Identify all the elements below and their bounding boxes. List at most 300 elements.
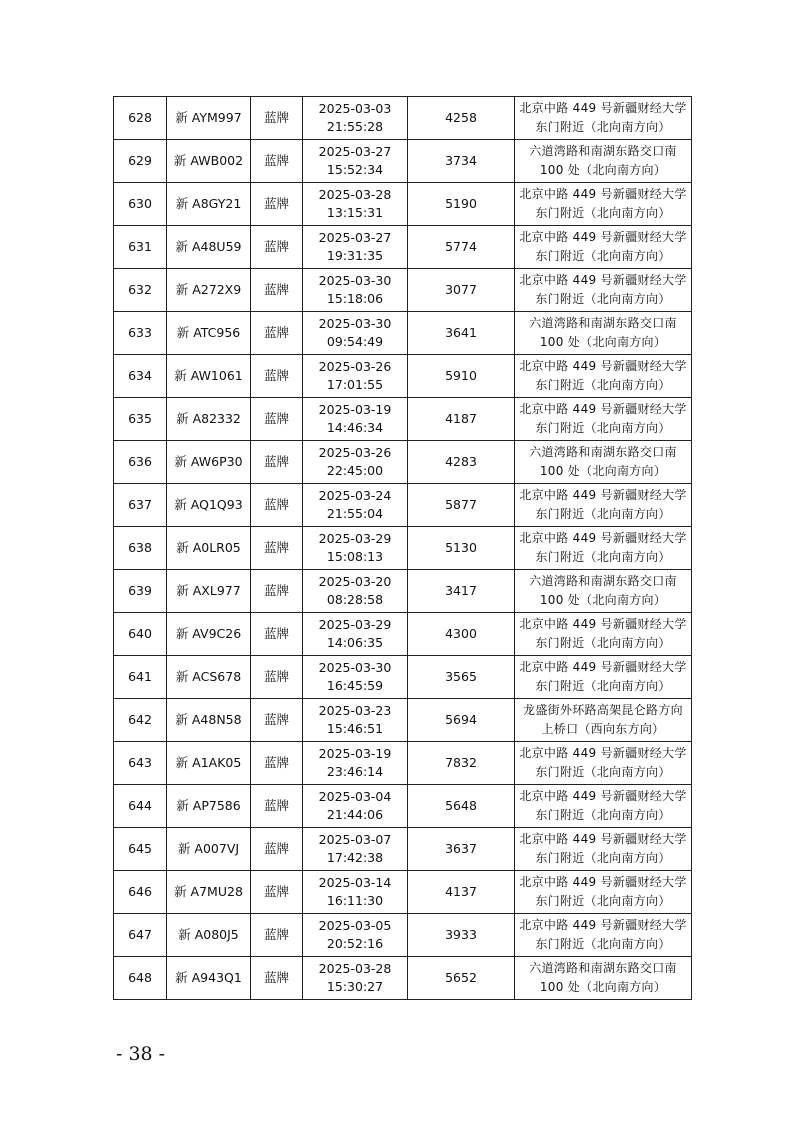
value-cell [408,828,515,871]
records-table [113,96,692,1000]
location-cell [515,742,692,785]
location-line-1: 北京中路 449 号新疆财经大学 [519,230,687,244]
location-line-1: 龙盛街外环路高架昆仑路方向 [523,703,683,717]
plate-color-cell [251,312,303,355]
plate-number: 新 AP7586 [176,798,241,813]
plate-color: 蓝牌 [263,454,289,469]
row-number-cell [114,441,167,484]
record-time: 15:08:13 [326,549,384,564]
record-date: 2025-03-26 [318,445,392,460]
plate-number: 新 AV9C26 [175,626,242,641]
row-number-cell [114,785,167,828]
record-date: 2025-03-23 [318,703,392,718]
row-number-cell [114,828,167,871]
table-row [114,355,692,398]
plate-cell [167,183,251,226]
location-cell [515,785,692,828]
record-time: 15:18:06 [326,291,384,306]
plate-color-cell [251,656,303,699]
record-time: 13:15:31 [326,205,384,220]
plate-color: 蓝牌 [263,626,289,641]
plate-cell [167,742,251,785]
record-date: 2025-03-07 [318,832,392,847]
record-time: 14:46:34 [326,420,384,435]
record-value: 3641 [445,325,477,340]
value-cell [408,871,515,914]
record-value: 5190 [445,196,477,211]
location-cell [515,140,692,183]
plate-color: 蓝牌 [263,970,289,985]
record-value: 3077 [445,282,477,297]
row-number: 638 [128,540,152,555]
plate-number: 新 ATC956 [176,325,241,340]
plate-number: 新 AWB002 [173,153,244,168]
plate-color-cell [251,269,303,312]
plate-cell [167,312,251,355]
datetime-cell [303,914,408,957]
location-line-2: 东门附近（北向南方向） [535,550,671,564]
location-cell [515,484,692,527]
plate-color: 蓝牌 [263,153,289,168]
row-number-cell [114,699,167,742]
location-line-1: 北京中路 449 号新疆财经大学 [519,273,687,287]
record-date: 2025-03-24 [318,488,392,503]
row-number: 647 [128,927,152,942]
table-row [114,226,692,269]
datetime-cell [303,871,408,914]
record-value: 3734 [445,153,477,168]
record-time: 15:46:51 [326,721,384,736]
table-row [114,97,692,140]
location-cell [515,269,692,312]
plate-color-cell [251,140,303,183]
location-cell [515,699,692,742]
location-line-2: 100 处（北向南方向） [539,163,667,177]
plate-number: 新 ACS678 [175,669,242,684]
plate-color-cell [251,355,303,398]
plate-color: 蓝牌 [263,325,289,340]
record-time: 09:54:49 [326,334,384,349]
value-cell [408,312,515,355]
location-line-1: 北京中路 449 号新疆财经大学 [519,746,687,760]
table-row [114,312,692,355]
plate-color-cell [251,484,303,527]
record-value: 4137 [445,884,477,899]
plate-number: 新 AQ1Q93 [174,497,243,512]
plate-color: 蓝牌 [263,755,289,770]
record-time: 21:55:28 [326,119,384,134]
plate-number: 新 A080J5 [178,927,239,942]
records-table-body [114,97,692,1000]
value-cell [408,398,515,441]
value-cell [408,785,515,828]
record-value: 3565 [445,669,477,684]
datetime-cell [303,312,408,355]
location-line-2: 东门附近（北向南方向） [535,249,671,263]
page-number: - 38 - [116,1043,166,1065]
record-date: 2025-03-27 [318,230,392,245]
value-cell [408,613,515,656]
plate-color: 蓝牌 [263,884,289,899]
row-number-cell [114,484,167,527]
plate-color: 蓝牌 [263,841,289,856]
plate-color-cell [251,97,303,140]
location-line-2: 100 处（北向南方向） [539,464,667,478]
location-line-1: 六道湾路和南湖东路交口南 [529,316,677,330]
plate-number: 新 A1AK05 [175,755,242,770]
record-value: 4283 [445,454,477,469]
plate-number: 新 AXL977 [176,583,241,598]
table-row [114,742,692,785]
plate-number: 新 A48U59 [175,239,242,254]
plate-number: 新 A82332 [176,411,241,426]
record-time: 17:42:38 [326,850,384,865]
table-row [114,656,692,699]
row-number-cell [114,398,167,441]
plate-color: 蓝牌 [263,798,289,813]
plate-color: 蓝牌 [263,110,289,125]
plate-color: 蓝牌 [263,712,289,727]
plate-number: 新 A943Q1 [175,970,242,985]
plate-color-cell [251,183,303,226]
plate-cell [167,527,251,570]
location-line-1: 北京中路 449 号新疆财经大学 [519,187,687,201]
location-line-1: 北京中路 449 号新疆财经大学 [519,832,687,846]
record-date: 2025-03-19 [318,402,392,417]
plate-number: 新 A0LR05 [176,540,241,555]
plate-color: 蓝牌 [263,669,289,684]
record-value: 5877 [445,497,477,512]
datetime-cell [303,398,408,441]
record-date: 2025-03-05 [318,918,392,933]
location-cell [515,398,692,441]
plate-color: 蓝牌 [263,239,289,254]
datetime-cell [303,699,408,742]
plate-color: 蓝牌 [263,196,289,211]
plate-color-cell [251,742,303,785]
location-line-1: 北京中路 449 号新疆财经大学 [519,789,687,803]
location-cell [515,183,692,226]
plate-cell [167,355,251,398]
record-date: 2025-03-04 [318,789,392,804]
row-number: 634 [128,368,152,383]
plate-cell [167,226,251,269]
row-number: 630 [128,196,152,211]
plate-color: 蓝牌 [263,411,289,426]
plate-color: 蓝牌 [263,927,289,942]
record-time: 21:44:06 [326,807,384,822]
record-time: 22:45:00 [326,463,384,478]
location-line-2: 东门附近（北向南方向） [535,421,671,435]
location-line-2: 东门附近（北向南方向） [535,679,671,693]
row-number: 648 [128,970,152,985]
table-row [114,183,692,226]
record-date: 2025-03-28 [318,961,392,976]
plate-color-cell [251,226,303,269]
datetime-cell [303,656,408,699]
value-cell [408,484,515,527]
location-line-2: 东门附近（北向南方向） [535,851,671,865]
value-cell [408,699,515,742]
location-line-2: 东门附近（北向南方向） [535,636,671,650]
location-cell [515,441,692,484]
plate-color: 蓝牌 [263,583,289,598]
location-cell [515,97,692,140]
table-row [114,527,692,570]
table-row [114,398,692,441]
row-number: 633 [128,325,152,340]
location-line-1: 北京中路 449 号新疆财经大学 [519,488,687,502]
record-value: 5774 [445,239,477,254]
row-number: 632 [128,282,152,297]
row-number: 644 [128,798,152,813]
row-number: 631 [128,239,152,254]
record-date: 2025-03-27 [318,144,392,159]
plate-cell [167,398,251,441]
record-date: 2025-03-29 [318,531,392,546]
plate-number: 新 A8GY21 [175,196,242,211]
plate-color: 蓝牌 [263,282,289,297]
record-value: 4258 [445,110,477,125]
location-line-2: 100 处（北向南方向） [539,593,667,607]
datetime-cell [303,828,408,871]
record-value: 5910 [445,368,477,383]
record-time: 14:06:35 [326,635,384,650]
datetime-cell [303,527,408,570]
row-number-cell [114,613,167,656]
table-row [114,570,692,613]
location-line-1: 北京中路 449 号新疆财经大学 [519,660,687,674]
row-number: 642 [128,712,152,727]
location-line-1: 北京中路 449 号新疆财经大学 [519,359,687,373]
value-cell [408,957,515,1000]
row-number-cell [114,355,167,398]
plate-color-cell [251,699,303,742]
datetime-cell [303,355,408,398]
plate-color: 蓝牌 [263,497,289,512]
datetime-cell [303,97,408,140]
row-number-cell [114,527,167,570]
plate-number: 新 A48N58 [175,712,242,727]
record-date: 2025-03-20 [318,574,392,589]
location-line-1: 六道湾路和南湖东路交口南 [529,144,677,158]
datetime-cell [303,226,408,269]
location-cell [515,914,692,957]
location-line-1: 北京中路 449 号新疆财经大学 [519,101,687,115]
value-cell [408,226,515,269]
row-number-cell [114,226,167,269]
row-number: 636 [128,454,152,469]
row-number-cell [114,742,167,785]
location-line-2: 东门附近（北向南方向） [535,894,671,908]
plate-color-cell [251,828,303,871]
record-date: 2025-03-14 [318,875,392,890]
plate-cell [167,484,251,527]
record-date: 2025-03-30 [318,660,392,675]
row-number: 641 [128,669,152,684]
location-cell [515,656,692,699]
table-row [114,957,692,1000]
record-time: 19:31:35 [326,248,384,263]
value-cell [408,269,515,312]
value-cell [408,742,515,785]
location-line-1: 六道湾路和南湖东路交口南 [529,574,677,588]
plate-cell [167,613,251,656]
record-time: 15:52:34 [326,162,384,177]
record-value: 3933 [445,927,477,942]
record-value: 3637 [445,841,477,856]
plate-number: 新 A272X9 [175,282,242,297]
plate-color-cell [251,527,303,570]
plate-color: 蓝牌 [263,540,289,555]
location-line-2: 东门附近（北向南方向） [535,937,671,951]
location-line-1: 六道湾路和南湖东路交口南 [529,961,677,975]
plate-cell [167,785,251,828]
record-time: 20:52:16 [326,936,384,951]
location-cell [515,957,692,1000]
plate-color-cell [251,785,303,828]
location-line-1: 北京中路 449 号新疆财经大学 [519,531,687,545]
datetime-cell [303,570,408,613]
plate-number: 新 AW6P30 [174,454,243,469]
location-line-2: 100 处（北向南方向） [539,335,667,349]
row-number-cell [114,97,167,140]
location-line-1: 北京中路 449 号新疆财经大学 [519,918,687,932]
datetime-cell [303,613,408,656]
plate-cell [167,441,251,484]
record-value: 5648 [445,798,477,813]
datetime-cell [303,183,408,226]
record-time: 16:11:30 [326,893,384,908]
location-line-2: 东门附近（北向南方向） [535,808,671,822]
record-date: 2025-03-19 [318,746,392,761]
row-number-cell [114,312,167,355]
location-cell [515,613,692,656]
record-date: 2025-03-28 [318,187,392,202]
location-line-2: 东门附近（北向南方向） [535,206,671,220]
row-number-cell [114,570,167,613]
table-row [114,828,692,871]
row-number: 645 [128,841,152,856]
row-number-cell [114,269,167,312]
plate-color-cell [251,914,303,957]
table-row [114,914,692,957]
table-row [114,871,692,914]
record-value: 5694 [445,712,477,727]
record-date: 2025-03-30 [318,316,392,331]
plate-number: 新 A007VJ [177,841,240,856]
plate-cell [167,269,251,312]
datetime-cell [303,269,408,312]
row-number: 646 [128,884,152,899]
record-time: 08:28:58 [326,592,384,607]
value-cell [408,914,515,957]
row-number-cell [114,656,167,699]
plate-color: 蓝牌 [263,368,289,383]
location-line-1: 六道湾路和南湖东路交口南 [529,445,677,459]
datetime-cell [303,484,408,527]
row-number-cell [114,957,167,1000]
plate-cell [167,699,251,742]
record-date: 2025-03-30 [318,273,392,288]
plate-cell [167,97,251,140]
location-line-2: 东门附近（北向南方向） [535,120,671,134]
record-value: 7832 [445,755,477,770]
location-cell [515,527,692,570]
plate-color-cell [251,441,303,484]
location-cell [515,570,692,613]
record-value: 4300 [445,626,477,641]
plate-color-cell [251,398,303,441]
location-cell [515,355,692,398]
location-cell [515,226,692,269]
value-cell [408,570,515,613]
value-cell [408,97,515,140]
plate-color-cell [251,957,303,1000]
row-number-cell [114,871,167,914]
row-number: 639 [128,583,152,598]
location-line-1: 北京中路 449 号新疆财经大学 [519,875,687,889]
row-number: 643 [128,755,152,770]
plate-cell [167,914,251,957]
row-number-cell [114,140,167,183]
value-cell [408,183,515,226]
record-date: 2025-03-29 [318,617,392,632]
datetime-cell [303,785,408,828]
value-cell [408,527,515,570]
record-time: 23:46:14 [326,764,384,779]
location-cell [515,828,692,871]
plate-number: 新 AW1061 [174,368,243,383]
record-value: 5652 [445,970,477,985]
value-cell [408,140,515,183]
record-value: 3417 [445,583,477,598]
plate-cell [167,570,251,613]
table-row [114,484,692,527]
plate-number: 新 A7MU28 [174,884,243,899]
location-line-1: 北京中路 449 号新疆财经大学 [519,402,687,416]
record-time: 17:01:55 [326,377,384,392]
plate-color-cell [251,570,303,613]
record-time: 15:30:27 [326,979,384,994]
datetime-cell [303,742,408,785]
table-row [114,140,692,183]
plate-cell [167,871,251,914]
datetime-cell [303,441,408,484]
row-number: 637 [128,497,152,512]
table-row [114,785,692,828]
plate-cell [167,957,251,1000]
plate-color-cell [251,871,303,914]
record-value: 5130 [445,540,477,555]
row-number: 628 [128,110,152,125]
plate-cell [167,140,251,183]
location-line-2: 东门附近（北向南方向） [535,765,671,779]
location-line-2: 东门附近（北向南方向） [535,378,671,392]
row-number-cell [114,183,167,226]
plate-number: 新 AYM997 [175,110,242,125]
row-number: 629 [128,153,152,168]
row-number: 635 [128,411,152,426]
record-date: 2025-03-03 [318,101,392,116]
table-row [114,699,692,742]
plate-cell [167,656,251,699]
datetime-cell [303,140,408,183]
location-line-2: 上桥口（西向东方向） [541,722,665,736]
table-row [114,441,692,484]
record-time: 21:55:04 [326,506,384,521]
plate-color-cell [251,613,303,656]
